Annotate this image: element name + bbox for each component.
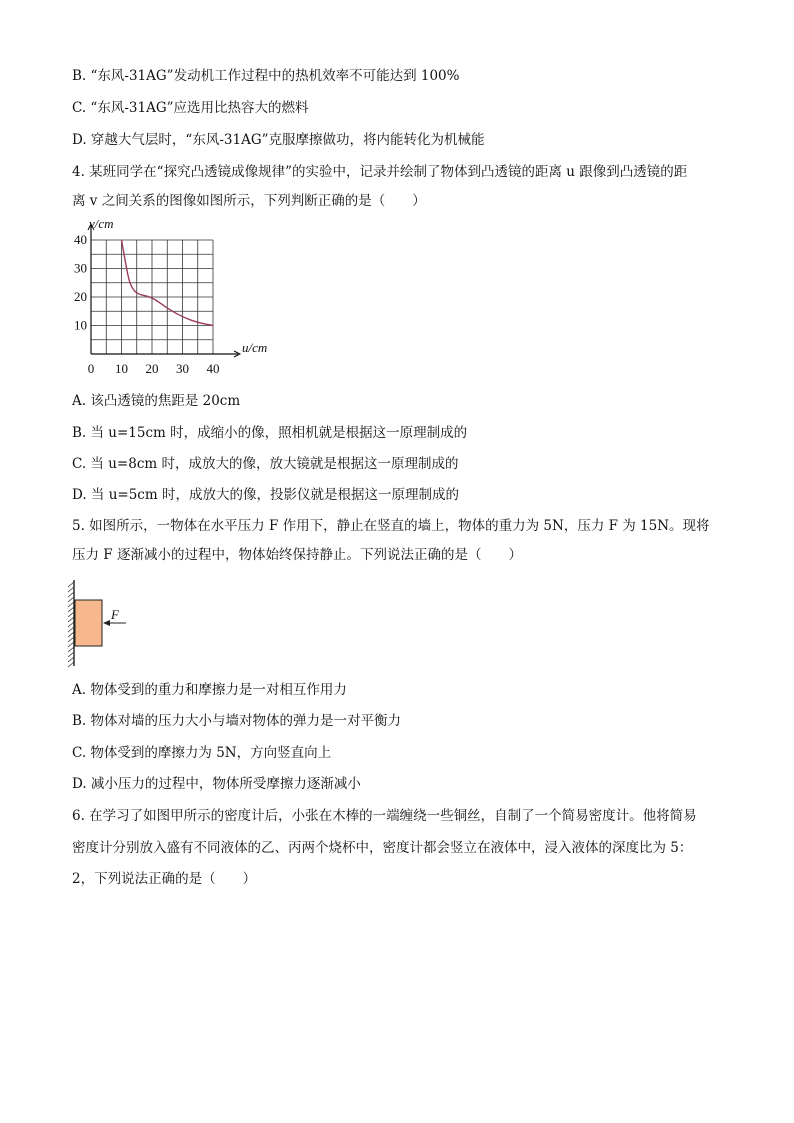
wall-hatching [68,582,74,667]
option-5c: C. 物体受到的摩擦力为 5N，方向竖直向上 [72,745,332,761]
x-tick-label: 0 [87,361,95,376]
option-3b: B. “东风-31AG”发动机工作过程中的热机效率不可能达到 100% [72,68,460,84]
hatch-line [68,637,74,642]
question-5-stem-1: 5. 如图所示，一物体在水平压力 F 作用下，静止在竖直的墙上，物体的重力为 5N，压力 F 为 15N。现将 [72,518,710,534]
y-tick-label: 40 [74,232,87,247]
hatch-line [68,617,74,622]
y-tick-label: 30 [74,260,87,276]
hatch-line [68,622,74,627]
hatch-line [68,632,74,637]
hatch-line [68,662,74,667]
option-4d: D. 当 u=5cm 时，成放大的像，投影仪就是根据这一原理制成的 [72,487,459,503]
x-tick-label: 20 [145,361,159,376]
hatch-line [68,647,74,652]
option-5b: B. 物体对墙的压力大小与墙对物体的弹力是一对平衡力 [72,713,402,729]
question-6-stem-1: 6. 在学习了如图甲所示的密度计后，小张在木棒的一端缠绕一些铜丝，自制了一个简易密度计。他将简易 [72,808,697,824]
question-6-stem-3: 2，下列说法正确的是（ ） [72,871,257,887]
hatch-line [68,582,74,587]
question-4-stem-1: 4. 某班同学在“探究凸透镜成像规律”的实验中，记录并绘制了物体到凸透镜的距离 u 跟像到凸透镜的距 [72,164,688,180]
question-6-stem-2: 密度计分别放入盛有不同液体的乙、丙两个烧杯中，密度计都会竖立在液体中，浸入液体的深度比为 5： [72,840,693,856]
y-tick-label: 10 [74,317,87,333]
option-5d: D. 减小压力的过程中，物体所受摩擦力逐渐减小 [72,776,361,792]
question-4-stem-2: 离 v 之间关系的图像如图所示，下列判断正确的是（ ） [72,193,426,209]
hatch-line [68,612,74,617]
option-3d: D. 穿越大气层时，“东风-31AG”克服摩擦做功，将内能转化为机械能 [72,132,485,148]
hatch-line [68,652,74,657]
x-axis-label: u/cm [242,340,268,355]
grid-lines [91,240,213,354]
y-tick-label: 20 [74,289,87,304]
force-label: F [111,607,119,622]
hatch-line [68,642,74,647]
x-tick-label: 40 [206,361,220,376]
hatch-line [68,587,74,592]
hatch-line [68,592,74,597]
hatch-line [68,607,74,612]
option-4b: B. 当 u=15cm 时，成缩小的像，照相机就是根据这一原理制成的 [72,425,468,441]
wall-block-figure [66,578,146,670]
x-tick-label: 10 [115,361,128,376]
option-5a: A. 物体受到的重力和摩擦力是一对相互作用力 [72,682,347,698]
option-3c: C. “东风-31AG”应选用比热容大的燃料 [72,100,309,116]
x-tick-label: 30 [176,361,189,376]
option-4a: A. 该凸透镜的焦距是 20cm [72,393,241,409]
block [75,600,102,646]
option-4c: C. 当 u=8cm 时，成放大的像，放大镜就是根据这一原理制成的 [72,456,459,472]
hatch-line [68,627,74,632]
force-arrowhead [103,620,110,626]
hatch-line [68,597,74,602]
hatch-line [68,602,74,607]
axes [88,224,240,357]
y-axis-label: v/cm [89,220,114,231]
uv-graph [66,220,286,380]
hatch-line [68,657,74,662]
question-5-stem-2: 压力 F 逐渐减小的过程中，物体始终保持静止。下列说法正确的是（ ） [72,547,522,563]
